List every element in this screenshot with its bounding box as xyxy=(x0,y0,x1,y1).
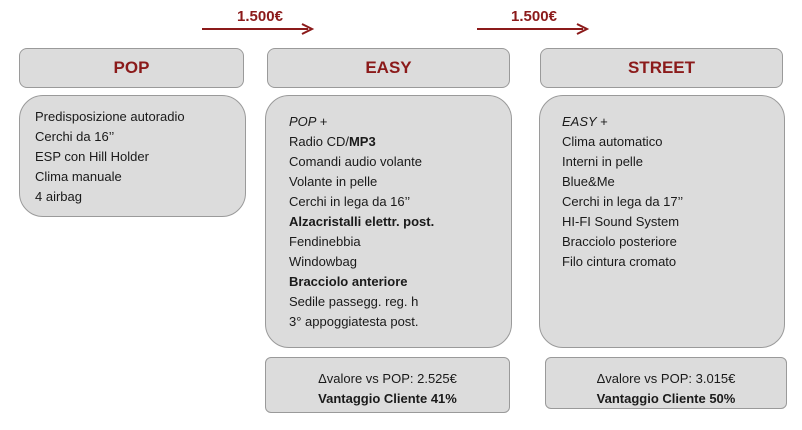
easy-base-label: POP + xyxy=(289,114,328,129)
easy-feature: Cerchi in lega da 16’’ xyxy=(289,194,411,209)
pop-header: POP xyxy=(19,48,244,88)
easy-feature: 3° appoggiatesta post. xyxy=(289,314,419,329)
pop-feature: Predisposizione autoradio xyxy=(35,109,185,124)
street-feature: Filo cintura cromato xyxy=(562,254,677,269)
easy-feature: Bracciolo anteriore xyxy=(289,274,408,289)
easy-customer-advantage: Vantaggio Cliente 41% xyxy=(318,391,457,406)
street-features-panel xyxy=(539,95,785,348)
pop-feature: ESP con Hill Holder xyxy=(35,149,149,164)
street-header: STREET xyxy=(540,48,783,88)
easy-feature: Fendinebbia xyxy=(289,234,361,249)
street-feature: Cerchi in lega da 17’’ xyxy=(562,194,684,209)
easy-feature: Volante in pelle xyxy=(289,174,378,189)
easy-feature: Sedile passegg. reg. h xyxy=(289,294,419,309)
street-feature: Bracciolo posteriore xyxy=(562,234,677,249)
street-customer-advantage: Vantaggio Cliente 50% xyxy=(596,391,736,406)
easy-features-panel xyxy=(265,95,512,348)
arrow-label-pop-to-easy: 1.500€ xyxy=(237,8,283,25)
street-base-label: EASY + xyxy=(562,114,608,129)
easy-header: EASY xyxy=(267,48,510,88)
street-value-delta: Δvalore vs POP: 3.015€ xyxy=(596,371,736,386)
pop-feature: 4 airbag xyxy=(35,189,82,204)
easy-summary-box xyxy=(265,357,510,413)
easy-value-delta: Δvalore vs POP: 2.525€ xyxy=(318,371,457,386)
pop-feature: Clima manuale xyxy=(35,169,122,184)
easy-feature: Windowbag xyxy=(289,254,357,269)
easy-feature: Alzacristalli elettr. post. xyxy=(289,214,435,229)
street-feature: Interni in pelle xyxy=(562,154,643,169)
street-feature: Blue&Me xyxy=(562,174,615,189)
easy-feature xyxy=(289,132,511,152)
street-feature: Clima automatico xyxy=(562,134,663,149)
pop-features-panel xyxy=(19,95,246,217)
street-summary-box xyxy=(545,357,787,409)
street-feature: HI-FI Sound System xyxy=(562,214,680,229)
pop-feature: Cerchi da 16’’ xyxy=(35,129,115,144)
easy-radio-label: Radio CD/ xyxy=(289,134,349,149)
easy-radio-mp3: MP3 xyxy=(348,134,376,149)
easy-feature: Comandi audio volante xyxy=(289,154,422,169)
arrow-label-easy-to-street: 1.500€ xyxy=(511,8,557,25)
